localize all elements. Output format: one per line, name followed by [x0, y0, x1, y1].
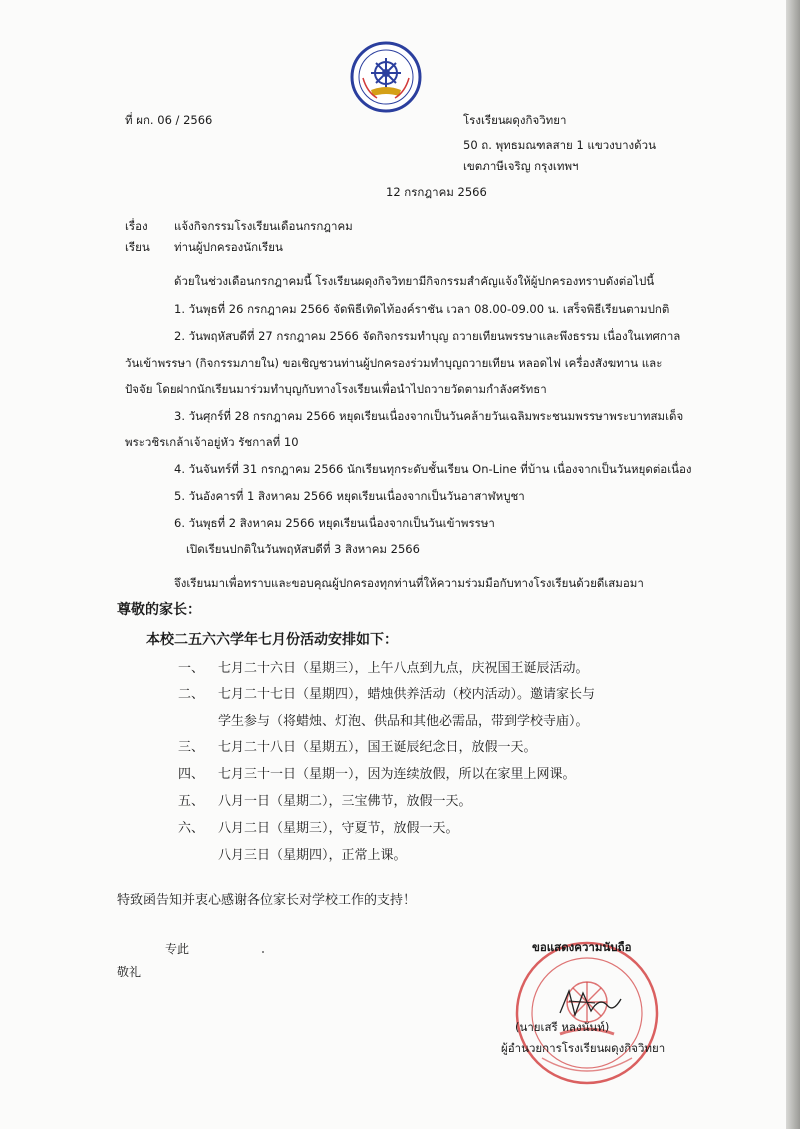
thai-item-2-line2: วันเข้าพรรษา (กิจกรรมภายใน) ขอเชิญชวนท่านผู้ปกครองร่วมทำบุญถวายเทียน หลอดไฟ เครื่องสังฆทาน และ [125, 356, 663, 370]
letter-date: 12 กรกฎาคม 2566 [386, 185, 487, 199]
thai-item-5: 5. วันอังคารที่ 1 สิงหาคม 2566 หยุดเรียนเนื่องจากเป็นวันอาสาฬหบูชา [174, 489, 525, 503]
chinese-item-text: 八月三日（星期四），正常上课。 [218, 848, 407, 863]
chinese-item-number: 三、 [178, 740, 205, 755]
chinese-sign-off-2: 敬礼 [117, 965, 142, 979]
chinese-item-number: 一、 [178, 661, 205, 676]
school-logo-icon [349, 40, 423, 114]
chinese-item-text: 七月二十八日（星期五），国王诞辰纪念日，放假一天。 [218, 740, 537, 755]
subject-label: เรื่อง [125, 219, 148, 233]
chinese-item-text: 学生参与（将蜡烛、灯泡、供品和其他必需品，带到学校寺庙）。 [218, 714, 589, 729]
chinese-item-text: 七月三十一日（星期一），因为连续放假，所以在家里上网课。 [218, 767, 576, 782]
thai-closing: จึงเรียนมาเพื่อทราบและขอบคุณผู้ปกครองทุกท่านที่ให้ความร่วมมือกับทางโรงเรียนด้วยดีเสมอมา [174, 576, 644, 590]
thai-item-6-sub: เปิดเรียนปกติในวันพฤหัสบดีที่ 3 สิงหาคม 2566 [186, 542, 420, 556]
thai-intro: ด้วยในช่วงเดือนกรกฎาคมนี้ โรงเรียนผดุงกิจวิทยามีกิจกรรมสำคัญแจ้งให้ผู้ปกครองทราบดังต่อไปนี้ [174, 274, 655, 288]
thai-item-3-line1: 3. วันศุกร์ที่ 28 กรกฎาคม 2566 หยุดเรียนเนื่องจากเป็นวันคล้ายวันเฉลิมพระชนมพรรษาพระบาทสมเด็จ [174, 409, 684, 423]
chinese-item-number: 四、 [178, 767, 205, 782]
chinese-item-number: 六、 [178, 821, 205, 836]
chinese-item-text: 八月二日（星期三），守夏节，放假一天。 [218, 821, 459, 836]
thai-item-2-line3: ปัจจัย โดยฝากนักเรียนมาร่วมทำบุญกับทางโรงเรียนเพื่อนำไปถวายวัดตามกำลังศรัทธา [125, 382, 547, 396]
chinese-item-number: 二、 [178, 687, 205, 702]
chinese-item-text: 八月一日（星期二），三宝佛节，放假一天。 [218, 794, 472, 809]
regards-text: ขอแสดงความนับถือ [532, 940, 632, 954]
thai-item-4: 4. วันจันทร์ที่ 31 กรกฎาคม 2566 นักเรียนทุกระดับชั้นเรียน On-Line ที่บ้าน เนื่องจากเป็นวันหยุดต่อเนื่อง [174, 462, 692, 476]
signatory-name: (นายเสรี หลงนันท์) [515, 1020, 610, 1034]
recipient-label: เรียน [125, 240, 150, 254]
handwritten-signature-icon [555, 985, 625, 1025]
chinese-closing: 特致函告知并衷心感谢各位家长对学校工作的支持！ [117, 893, 417, 908]
recipient-text: ท่านผู้ปกครองนักเรียน [174, 240, 283, 254]
school-address-line2: เขตภาษีเจริญ กรุงเทพฯ [463, 159, 579, 173]
page-edge-shadow [786, 0, 800, 1129]
reference-number: ที่ ผก. 06 / 2566 [125, 113, 213, 127]
speck [262, 951, 264, 953]
chinese-item-text: 七月二十六日（星期三），上午八点到九点，庆祝国王诞辰活动。 [218, 661, 589, 676]
signatory-title: ผู้อำนวยการโรงเรียนผดุงกิจวิทยา [501, 1041, 666, 1055]
thai-item-6: 6. วันพุธที่ 2 สิงหาคม 2566 หยุดเรียนเนื่องจากเป็นวันเข้าพรรษา [174, 516, 495, 530]
school-address-line1: 50 ถ. พุทธมณฑลสาย 1 แขวงบางด้วน [463, 138, 656, 152]
school-name: โรงเรียนผดุงกิจวิทยา [463, 113, 567, 127]
thai-item-3-line2: พระวชิรเกล้าเจ้าอยู่หัว รัชกาลที่ 10 [125, 435, 299, 449]
chinese-sign-off-1: 专此 [165, 942, 190, 956]
chinese-item-number: 五、 [178, 794, 205, 809]
chinese-intro: 本校二五六六学年七月份活动安排如下： [146, 632, 398, 648]
chinese-item-text: 七月二十七日（星期四），蜡烛供养活动（校内活动）。邀请家长与 [218, 687, 596, 702]
thai-item-2-line1: 2. วันพฤหัสบดีที่ 27 กรกฎาคม 2566 จัดกิจกรรมทำบุญ ถวายเทียนพรรษาและพึงธรรม เนื่องในเทศกาล [174, 329, 681, 343]
thai-item-1: 1. วันพุธที่ 26 กรกฎาคม 2566 จัดพิธีเทิดไท้องค์ราชัน เวลา 08.00-09.00 น. เสร็จพิธีเรียนตามปกติ [174, 302, 670, 316]
subject-text: แจ้งกิจกรรมโรงเรียนเดือนกรกฎาคม [174, 219, 353, 233]
chinese-greeting: 尊敬的家长： [117, 602, 201, 618]
